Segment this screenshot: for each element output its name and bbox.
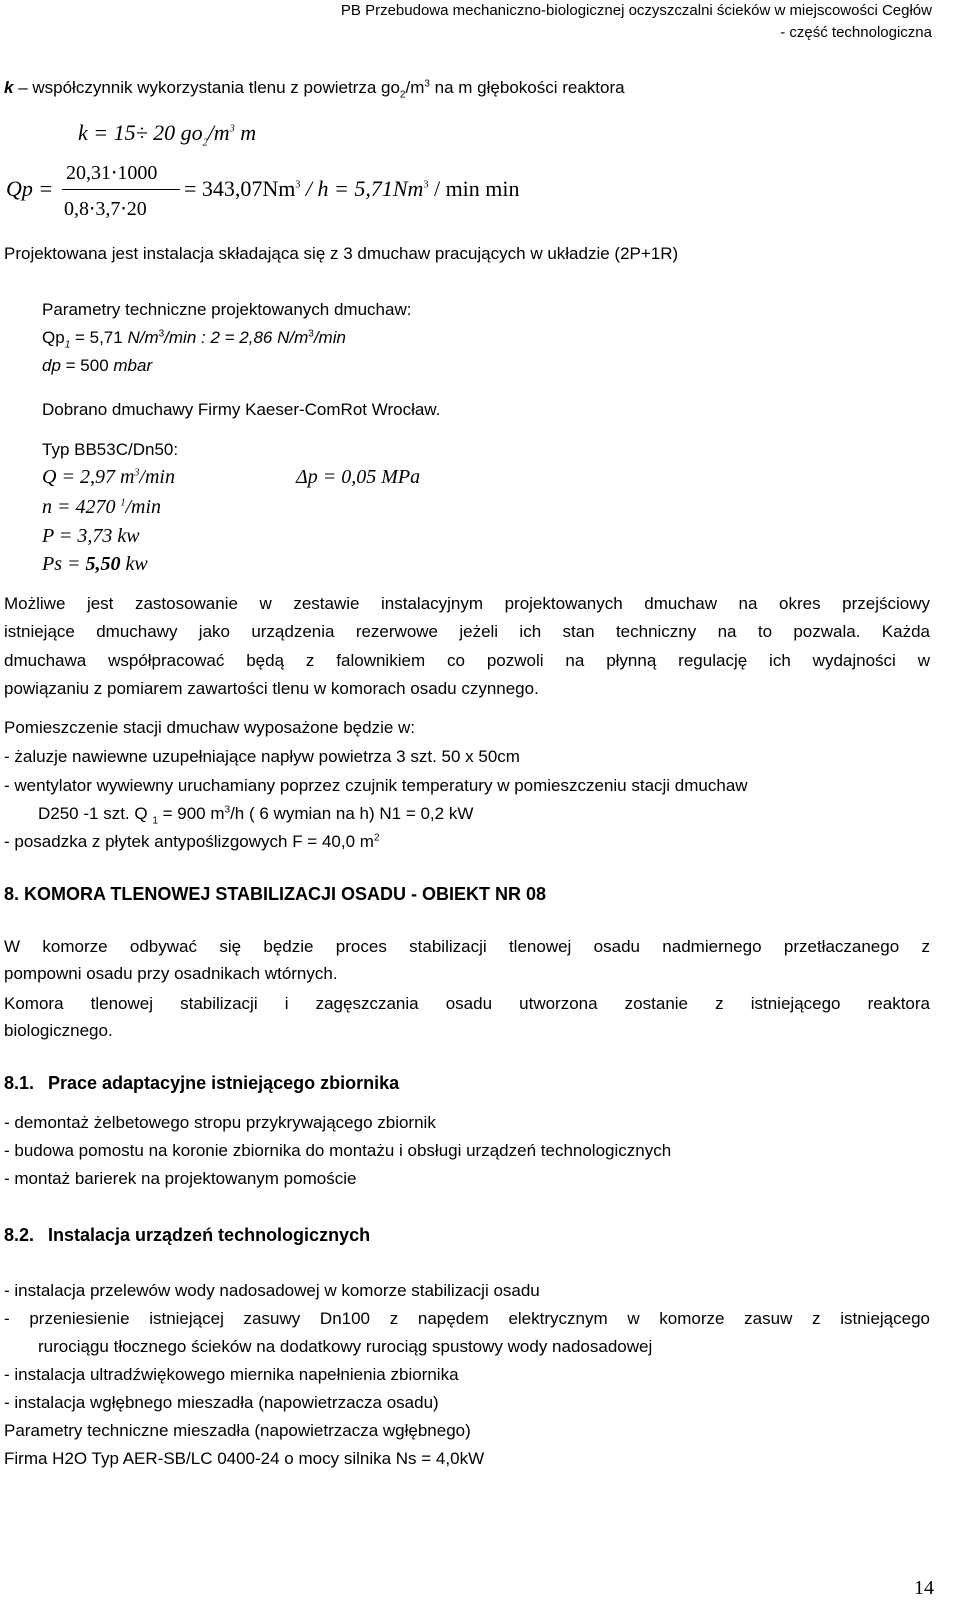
- para2-line1: W komorze odbywać się będzie proces stabilizacji tlenowej osadu nadmiernego przetłaczanego z: [4, 937, 930, 956]
- typ-n: [42, 496, 161, 519]
- k-symbol: k: [4, 78, 14, 97]
- section82-item2: - przeniesienie istniejącej zasuwy Dn100 z napędem elektrycznym w komorze zasuw z istniejącego: [4, 1309, 930, 1328]
- typ-ps: [42, 553, 148, 576]
- page-number: 14: [914, 1577, 934, 1599]
- section8-title: 8. KOMORA TLENOWEJ STABILIZACJI OSADU - OBIEKT NR 08: [4, 884, 547, 904]
- qp1-eq: = 5,71: [70, 328, 128, 347]
- header-subtitle: - część technologiczna: [780, 24, 932, 41]
- k-eq-end: m: [234, 120, 257, 145]
- room-i3-a: D250 -1 szt. Q: [38, 804, 153, 823]
- k-def-text: – współczynnik wykorzystania tlenu z powietrza go: [13, 78, 400, 97]
- qp-sup1: 3: [295, 179, 301, 191]
- section82-item2b: rurociągu tłocznego ścieków na dodatkowy rurociąg spustowy wody nadosadowej: [38, 1337, 653, 1356]
- qp1-sup2: 3: [308, 328, 314, 340]
- room-i3-c: /h ( 6 wymian na h) N1 = 0,2 kW: [230, 804, 474, 823]
- dp-label: dp: [42, 356, 61, 375]
- section81-item2: - budowa pomostu na koronie zbiornika do montażu i obsługi urządzeń technologicznych: [4, 1141, 672, 1160]
- qp1-unit: N/m: [127, 328, 159, 347]
- section81-item3: - montaż barierek na projektowanym pomoście: [4, 1169, 357, 1188]
- installation-text: Projektowana jest instalacja składająca się z 3 dmuchaw pracujących w układzie (2P+1R): [4, 244, 679, 263]
- qp1-sup: 3: [158, 328, 165, 340]
- typ-dp: Δp = 0,05 MPa: [296, 466, 421, 488]
- k-def-mid: /m: [405, 78, 425, 97]
- qp-sup2: 3: [423, 179, 429, 191]
- dp-eq: = 500: [60, 356, 114, 375]
- k-equation: [78, 120, 257, 149]
- qp-rhs: [184, 176, 520, 202]
- section82-item4: - instalacja wgłębnego mieszadła (napowietrzacza osadu): [4, 1393, 439, 1412]
- room-i3-sup: 3: [224, 804, 231, 816]
- typ-title: Typ BB53C/Dn50:: [42, 440, 179, 459]
- qp1-rest: /min : 2 = 2,86 N/m: [164, 328, 309, 347]
- section82-item1: - instalacja przelewów wody nadosadowej w komorze stabilizacji osadu: [4, 1281, 540, 1300]
- dobrano-text: Dobrano dmuchawy Firmy Kaeser-ComRot Wrocław.: [42, 400, 441, 419]
- k-definition: [4, 78, 625, 101]
- section81-title: Prace adaptacyjne istniejącego zbiornika: [48, 1073, 400, 1093]
- qp1-label: Qp: [42, 328, 65, 347]
- params-title: Parametry techniczne projektowanych dmuchaw:: [42, 300, 412, 319]
- section82-item6: Firma H2O Typ AER-SB/LC 0400-24 o mocy silnika Ns = 4,0kW: [4, 1449, 485, 1468]
- section82-num: 8.2.: [4, 1225, 35, 1245]
- room-item1: - żaluzje nawiewne uzupełniające napływ powietrza 3 szt. 50 x 50cm: [4, 747, 520, 766]
- para1-line1: Możliwe jest zastosowanie w zestawie instalacyjnym projektowanych dmuchaw na okres przejściowy: [4, 594, 930, 613]
- para2-line2: pompowni osadu przy osadnikach wtórnych.: [4, 964, 338, 983]
- typ-ps-b: 5,50: [85, 553, 121, 575]
- typ-q: [42, 466, 175, 489]
- typ-n-sup: 1: [120, 497, 126, 509]
- para1-line2: istniejące dmuchawy jako urządzenia rezerwowe jeżeli ich stan techniczny na to pozwala. Każda: [4, 622, 930, 641]
- section82-item5: Parametry techniczne mieszadła (napowietrzacza wgłębnego): [4, 1421, 471, 1440]
- header-title: PB Przebudowa mechaniczno-biologicznej oczyszczalni ścieków w miejscowości Cegłów: [340, 2, 932, 19]
- room-i4-sup: 2: [373, 832, 380, 844]
- room-item4: [4, 832, 380, 852]
- section82-title: Instalacja urządzeń technologicznych: [48, 1225, 371, 1245]
- qp-rhs2: / h = 5,71Nm: [300, 176, 424, 201]
- qp-rhs3: / min min: [428, 176, 520, 201]
- qp-numerator: 20,31⋅1000: [66, 162, 158, 184]
- room-title: Pomieszczenie stacji dmuchaw wyposażone będzie w:: [4, 718, 416, 737]
- typ-n-a: n = 4270: [42, 496, 121, 518]
- typ-q-a: Q = 2,97 m: [42, 466, 135, 488]
- room-item2: - wentylator wywiewny uruchamiany poprzez czujnik temperatury w pomieszczeniu stacji dmuchaw: [4, 776, 748, 795]
- typ-q-sup: 3: [134, 467, 140, 479]
- qp1-end: /min: [313, 328, 346, 347]
- room-i4-a: - posadzka z płytek antypoślizgowych F = 40,0 m: [4, 832, 374, 851]
- k-def-sup: 3: [424, 78, 430, 90]
- dp-unit: mbar: [113, 356, 153, 375]
- k-def-end: na m głębokości reaktora: [429, 78, 625, 97]
- para2-line4: biologicznego.: [4, 1021, 113, 1040]
- typ-ps-c: kw: [120, 553, 148, 575]
- section81-item1: - demontaż żelbetowego stropu przykrywającego zbiornik: [4, 1113, 436, 1132]
- k-eq-sub: 2: [202, 137, 208, 149]
- para1-line3: dmuchawa współpracować będą z falownikiem co pozwoli na płynną regulację ich wydajności w: [4, 651, 930, 670]
- params-qp1: [42, 328, 346, 351]
- section81-num: 8.1.: [4, 1073, 35, 1093]
- qp-rhs1: = 343,07Nm: [184, 176, 296, 201]
- qp-denominator: 0,8⋅3,7⋅20: [64, 198, 147, 220]
- k-eq-sup: 3: [229, 123, 235, 135]
- k-eq-lhs: k = 15÷ 20 go: [78, 120, 203, 145]
- para2-line3: Komora tlenowej stabilizacji i zagęszczania osadu utworzona zostanie z istniejącego reaktora: [4, 994, 930, 1013]
- k-eq-mid: /m: [207, 120, 230, 145]
- room-item3: [38, 804, 474, 827]
- typ-n-b: /min: [125, 496, 162, 518]
- typ-p: P = 3,73 kw: [42, 525, 140, 547]
- k-def-sub: 2: [399, 89, 406, 101]
- qp-fraction-bar: [62, 189, 180, 190]
- room-i3-sub: 1: [152, 815, 158, 827]
- params-dp: [42, 356, 152, 376]
- typ-q-b: /min: [139, 466, 175, 488]
- qp1-sub: 1: [64, 339, 71, 351]
- para1-line4: powiązaniu z pomiarem zawartości tlenu w komorach osadu czynnego.: [4, 679, 539, 698]
- room-i3-b: = 900 m: [157, 804, 225, 823]
- qp-lhs: Qp =: [6, 176, 54, 201]
- typ-ps-a: Ps =: [42, 553, 86, 575]
- section82-item3: - instalacja ultradźwiękowego miernika napełnienia zbiornika: [4, 1365, 459, 1384]
